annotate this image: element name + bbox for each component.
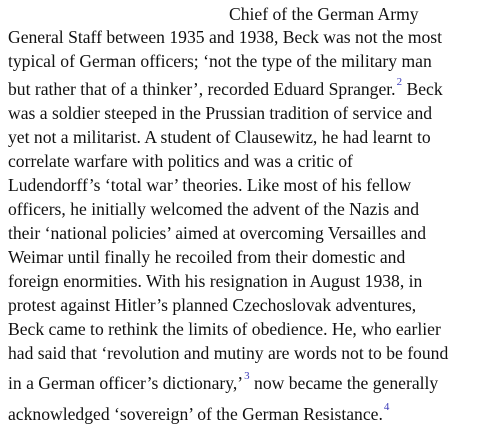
text-line-2 [8,26,442,48]
text-line-13 [8,294,416,316]
text-line-8 [8,174,411,196]
text-span: correlate warfare with politics and was a critic of [8,151,353,171]
text-line-14 [8,318,441,340]
text-span: Weimar until finally he recoiled from their domestic and [8,247,406,267]
text-line-12 [8,270,422,292]
text-span: was a soldier steeped in the Prussian tradition of service and [8,103,433,123]
text-span: Chief of the German Army [229,4,419,24]
text-span: had said that ‘revolution and mutiny are words not to be found [8,343,449,363]
text-line-11 [8,246,405,268]
text-line-6 [8,126,431,148]
text-line-15 [8,342,448,364]
text-line-3 [8,50,432,72]
text-span: Beck [402,79,443,99]
text-line-7 [8,150,353,172]
text-span: Beck came to rethink the limits of obedience. He, who earlier [8,319,441,339]
text-line-9 [8,198,419,220]
footnote-marker-2[interactable]: 2 [396,76,403,89]
text-line-5 [8,102,432,124]
text-span: typical of German officers; ‘not the type of the military man [8,51,432,71]
text-span: in a German officer’s dictionary,’ [8,373,244,393]
text-span: acknowledged ‘sovereign’ of the German Resistance. [8,404,383,424]
text-span: officers, he initially welcomed the advent of the Nazis and [8,199,420,219]
text-span: their ‘national policies’ aimed at overcoming Versailles and [8,223,427,243]
text-span: protest against Hitler’s planned Czechoslovak adventures, [8,295,417,315]
text-span: yet not a militarist. A student of Clausewitz, he had learnt to [8,127,431,147]
text-span: foreign enormities. With his resignation in August 1938, in [8,271,423,291]
text-span: but rather that of a thinker’, recorded Eduard Spranger. [8,79,396,99]
text-span: General Staff between 1935 and 1938, Beck was not the most [8,27,443,47]
text-line-1 [229,3,419,25]
text-line-16 [8,372,438,394]
text-line-17 [8,403,389,425]
text-span: now became the generally [249,373,439,393]
footnote-marker-3[interactable]: 3 [244,370,250,383]
text-span: Ludendorff’s ‘total war’ theories. Like most of his fellow [8,175,412,195]
footnote-marker-4[interactable]: 4 [383,401,390,414]
text-line-4 [8,78,443,100]
text-line-10 [8,222,426,244]
